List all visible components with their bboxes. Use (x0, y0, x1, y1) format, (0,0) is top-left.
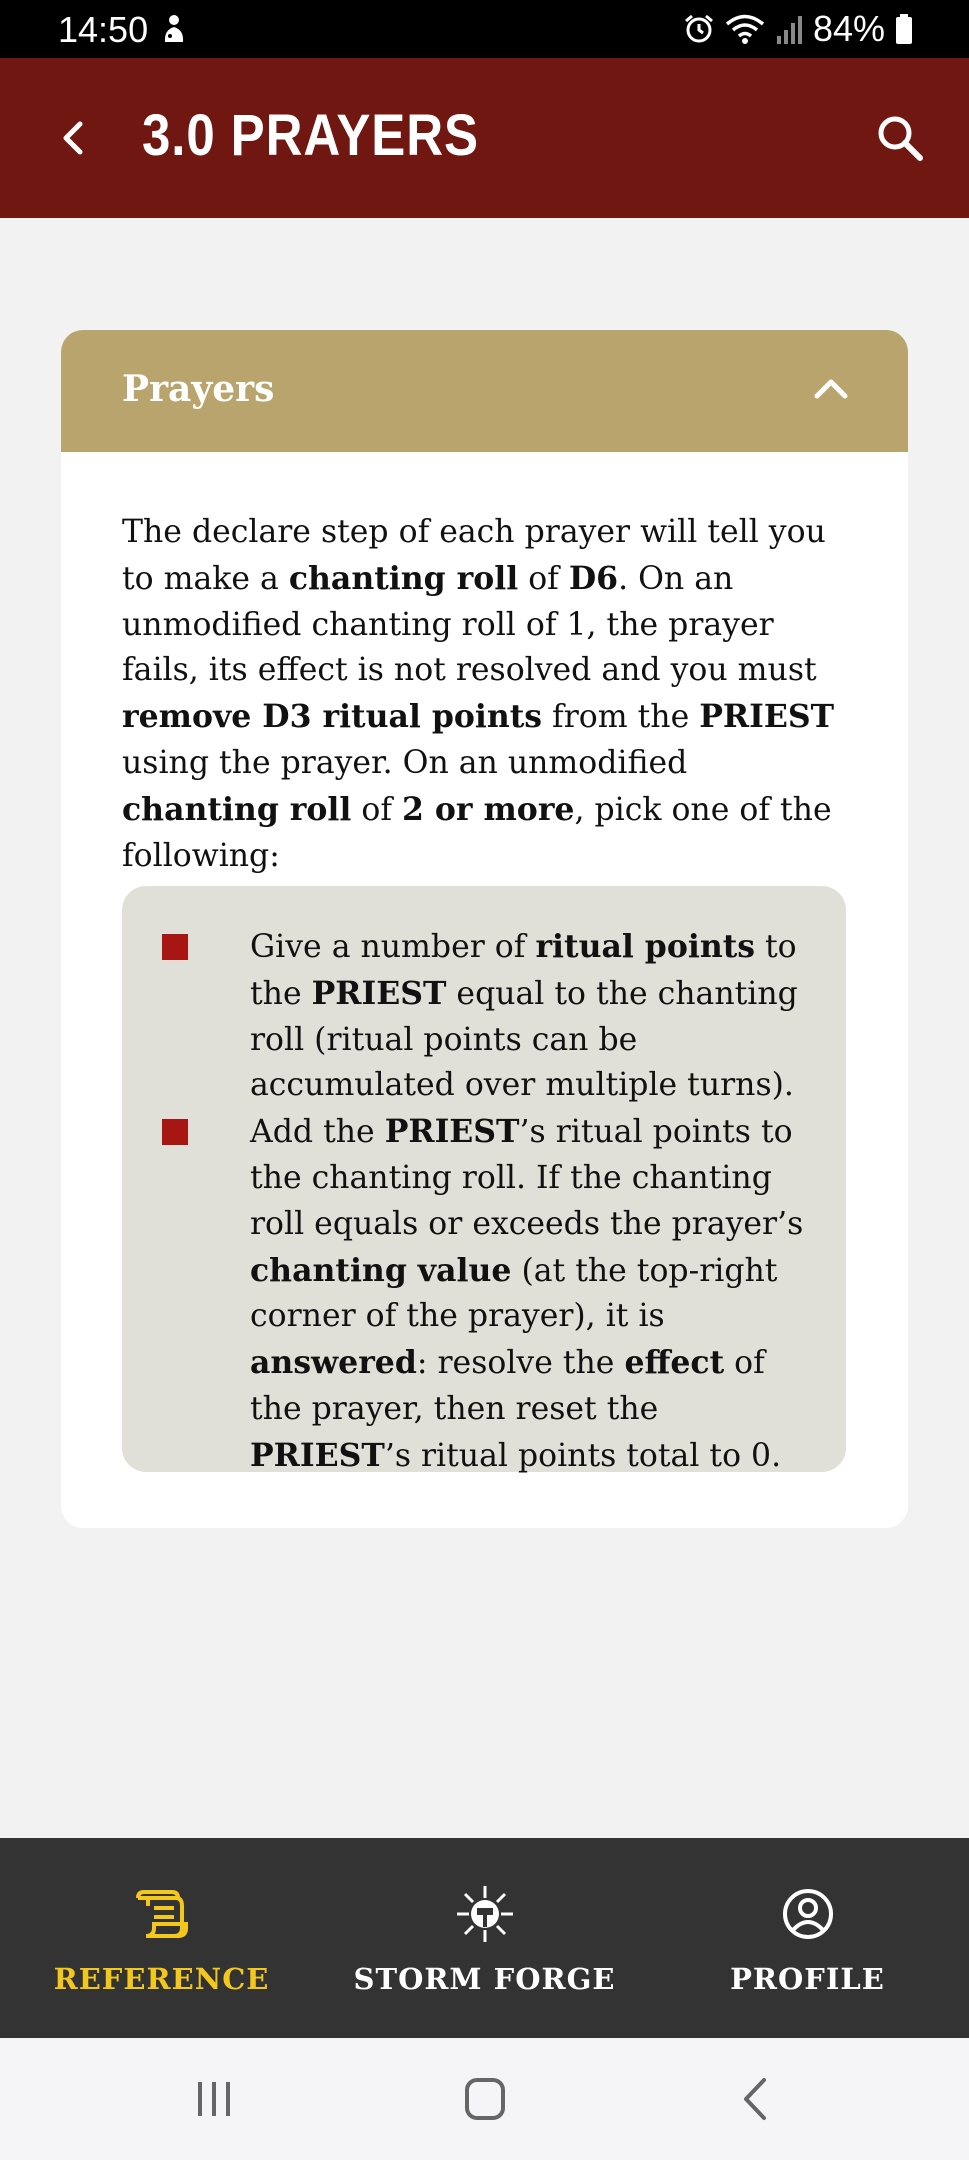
search-icon[interactable] (872, 110, 928, 166)
notification-icon (160, 12, 188, 46)
nav-item-storm-forge[interactable] (323, 1838, 646, 2038)
scroll-icon (132, 1884, 192, 1944)
app-bar (0, 58, 969, 218)
back-icon[interactable] (728, 2074, 788, 2124)
recents-icon[interactable] (184, 2074, 244, 2124)
options-box (122, 886, 846, 1472)
nav-label: REFERENCE (53, 1962, 270, 1996)
profile-icon (778, 1884, 838, 1944)
home-icon[interactable] (455, 2074, 515, 2124)
wifi-icon (725, 13, 765, 45)
list-item-text: Add the PRIEST’s ritual points to the chanting roll. If the chanting roll equals or exceeds the prayer’s chanting value (at the top-right corner of the prayer), it is answered: resolve the effect of the prayer, then reset the PRIEST’s ritual points total to 0. (250, 1113, 804, 1474)
status-time: 14:50 (58, 9, 149, 50)
status-bar (0, 0, 969, 58)
prayers-card (61, 330, 908, 1528)
prayers-accordion-header[interactable] (61, 330, 908, 452)
list-item (162, 924, 812, 1109)
chevron-left-icon[interactable] (52, 110, 98, 166)
card-title: Prayers (122, 368, 275, 410)
nav-label: STORM FORGE (353, 1962, 616, 1996)
nav-label: PROFILE (730, 1962, 885, 1996)
page-title: 3.0 PRAYERS (142, 103, 479, 168)
bullet-square-icon (162, 934, 188, 960)
list-item-text: Give a number of ritual points to the PRIEST equal to the chanting roll (ritual points can be accumulated over multiple turns). (250, 928, 798, 1104)
system-nav (0, 2038, 969, 2160)
chevron-up-icon[interactable] (813, 370, 849, 406)
nav-item-profile[interactable] (646, 1838, 969, 2038)
intro-paragraph: The declare step of each prayer will tell you to make a chanting roll of D6. On an unmodified chanting roll of 1, the prayer fails, its effect is not resolved and you must remove D3 ritual points from the PRIEST using the prayer. On an unmodified chanting roll of 2 or more, pick one of the following: (122, 514, 835, 874)
bullet-square-icon (162, 1119, 188, 1145)
nav-item-reference[interactable] (0, 1838, 323, 2038)
signal-icon (775, 14, 803, 44)
alarm-icon (683, 13, 715, 45)
storm-forge-icon (455, 1884, 515, 1944)
battery-icon (895, 14, 913, 44)
list-item (162, 1109, 812, 1479)
options-list (162, 924, 812, 1480)
bottom-nav (0, 1838, 969, 2038)
status-icons (683, 8, 913, 50)
battery-percent: 84% (812, 8, 885, 49)
